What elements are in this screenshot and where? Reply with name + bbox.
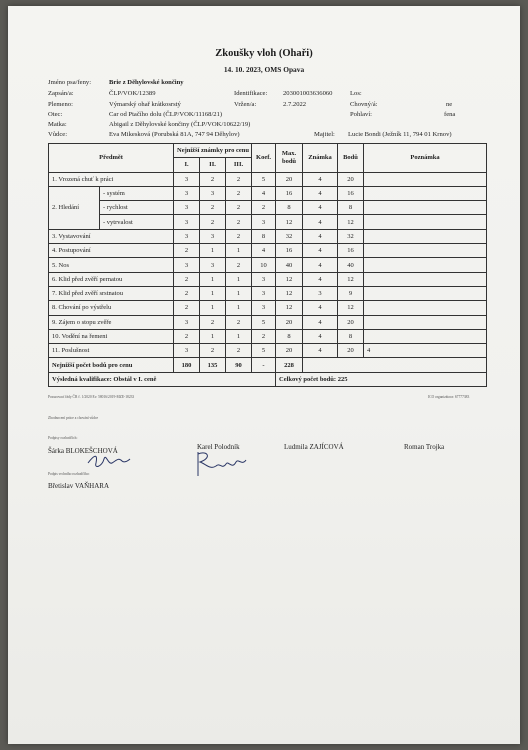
cell-g3: 2	[226, 201, 252, 215]
cell-grade: 4	[303, 272, 338, 286]
table-row	[49, 272, 487, 286]
cell-coef: 2	[252, 201, 276, 215]
row-subitem: - rychlost	[100, 201, 174, 215]
judge-1: Šárka BLOKEŠCHOVÁ	[48, 447, 118, 455]
cell-grade: 4	[303, 201, 338, 215]
owner-label: Majitel:	[314, 131, 335, 138]
cell-points: 12	[338, 301, 364, 315]
min-points-g1: 180	[174, 358, 200, 372]
dog-name: Brie z Děhylovské končiny	[109, 79, 184, 86]
born-value: 2.7.2022	[283, 101, 307, 108]
col-grade-1: I.	[174, 158, 200, 172]
cell-coef: 4	[252, 244, 276, 258]
cell-coef: 3	[252, 301, 276, 315]
evaluation-label: Zhodnocení práce a chování vůdce	[48, 416, 99, 420]
table-row	[49, 186, 487, 200]
father-label: Otec:	[48, 111, 63, 118]
cell-g3: 1	[226, 272, 252, 286]
cell-grade: 4	[303, 315, 338, 329]
chief-judge: Břetislav VAŇHARA	[48, 482, 109, 490]
cell-g1: 2	[174, 286, 200, 300]
cell-g2: 1	[200, 301, 226, 315]
cell-max: 32	[276, 229, 303, 243]
cell-max: 12	[276, 301, 303, 315]
cell-max: 16	[276, 244, 303, 258]
cell-g3: 2	[226, 315, 252, 329]
cell-g3: 2	[226, 229, 252, 243]
table-row	[49, 315, 487, 329]
cell-note	[364, 244, 487, 258]
father-value: Car od Ptačího dolu (ČLP/VOK/11168/21)	[109, 111, 223, 118]
cell-g1: 3	[174, 344, 200, 358]
cell-note	[364, 258, 487, 272]
cell-g3: 2	[226, 344, 252, 358]
registration-value: ČLP/VOK/12389	[109, 90, 156, 97]
cell-g3: 2	[226, 215, 252, 229]
cell-points: 8	[338, 201, 364, 215]
cell-max: 20	[276, 344, 303, 358]
row-subject: 3. Vystavování	[49, 229, 174, 243]
cell-grade: 4	[303, 344, 338, 358]
cell-points: 32	[338, 229, 364, 243]
row-subject: 10. Vodění na řemeni	[49, 329, 174, 343]
min-points-g2: 135	[200, 358, 226, 372]
cell-g3: 2	[226, 258, 252, 272]
handler-label: Vůdce:	[48, 131, 68, 138]
date-place: 14. 10. 2023, OMS Opava	[223, 65, 305, 74]
cell-g2: 3	[200, 229, 226, 243]
col-grade: Známka	[303, 144, 338, 173]
table-row	[49, 215, 487, 229]
cell-points: 16	[338, 244, 364, 258]
min-points-empty	[303, 358, 487, 372]
cell-max: 8	[276, 329, 303, 343]
mother-value: Abigail z Děhylovské končiny (ČLP/VOK/10622/19)	[109, 121, 251, 128]
cell-points: 20	[338, 172, 364, 186]
cell-g3: 1	[226, 286, 252, 300]
identification-value: 203001003636060	[283, 90, 333, 97]
cell-grade: 4	[303, 215, 338, 229]
footer-regulation: Posuzovací řády ČR č. 1/2020 Ev. 58016/2019-MZE-18233	[48, 395, 135, 399]
cell-g2: 3	[200, 186, 226, 200]
breeding-label: Chovný/á:	[350, 101, 378, 108]
cell-max: 40	[276, 258, 303, 272]
col-note: Poznámka	[364, 144, 487, 173]
cell-coef: 5	[252, 172, 276, 186]
row-subject: 11. Poslušnost	[49, 344, 174, 358]
cell-g2: 2	[200, 315, 226, 329]
registration-label: Zapsán/a:	[48, 90, 74, 97]
cell-g3: 2	[226, 172, 252, 186]
cell-grade: 4	[303, 229, 338, 243]
row-subitem: - systém	[100, 186, 174, 200]
cell-note	[364, 201, 487, 215]
cell-note	[364, 315, 487, 329]
cell-g1: 3	[174, 201, 200, 215]
cell-g2: 1	[200, 244, 226, 258]
cell-g3: 1	[226, 329, 252, 343]
cell-note	[364, 186, 487, 200]
row-subitem: - vytrvalost	[100, 215, 174, 229]
col-grade-3: III.	[226, 158, 252, 172]
cell-points: 20	[338, 344, 364, 358]
cell-note	[364, 229, 487, 243]
row-subject: 5. Nos	[49, 258, 174, 272]
cell-grade: 4	[303, 329, 338, 343]
cell-note	[364, 272, 487, 286]
cell-grade: 3	[303, 286, 338, 300]
cell-g1: 2	[174, 244, 200, 258]
col-min-grades: Nejnižší známky pro cenu	[174, 144, 252, 158]
cell-g2: 3	[200, 258, 226, 272]
cell-grade: 4	[303, 172, 338, 186]
cell-coef: 3	[252, 272, 276, 286]
chief-judge-label: Podpis vrchního rozhodčího:	[48, 472, 90, 476]
cell-g2: 1	[200, 286, 226, 300]
cell-points: 12	[338, 215, 364, 229]
cell-coef: 2	[252, 329, 276, 343]
table-row	[49, 329, 487, 343]
table-row	[49, 258, 487, 272]
cell-g3: 1	[226, 244, 252, 258]
cell-g1: 3	[174, 229, 200, 243]
cell-g2: 2	[200, 201, 226, 215]
cell-g2: 1	[200, 272, 226, 286]
cell-note	[364, 301, 487, 315]
row-subject: 6. Klid před zvěří pernatou	[49, 272, 174, 286]
cell-points: 16	[338, 186, 364, 200]
col-subject: Předmět	[49, 144, 174, 173]
col-coef: Koef.	[252, 144, 276, 173]
result-label: Výsledná kvalifikace: Obstál v I. ceně	[49, 372, 276, 386]
breed-label: Plemeno:	[48, 101, 73, 108]
cell-g2: 1	[200, 329, 226, 343]
cell-g2: 2	[200, 172, 226, 186]
cell-points: 40	[338, 258, 364, 272]
cell-g2: 2	[200, 344, 226, 358]
min-points-coef: -	[252, 358, 276, 372]
signature-judge-1	[84, 449, 134, 473]
row-subject: 9. Zájem o stopu zvěře	[49, 315, 174, 329]
judge-4: Roman Trojka	[404, 443, 445, 451]
cell-max: 8	[276, 201, 303, 215]
row-subject: 8. Chování po výstřelu	[49, 301, 174, 315]
cell-g1: 3	[174, 172, 200, 186]
cell-coef: 5	[252, 344, 276, 358]
row-subject: 7. Klid před zvěří srstnatou	[49, 286, 174, 300]
min-points-row	[49, 358, 487, 372]
document-page	[8, 6, 520, 744]
cell-g1: 2	[174, 301, 200, 315]
footer-ico: ICO organizátora: 67777383	[428, 395, 470, 399]
cell-g1: 2	[174, 272, 200, 286]
judge-3: Ludmila ZAJÍCOVÁ	[284, 443, 344, 451]
sex-value: fena	[444, 111, 456, 118]
cell-points: 12	[338, 272, 364, 286]
breeding-value: ne	[446, 101, 453, 108]
cell-coef: 4	[252, 186, 276, 200]
cell-coef: 3	[252, 215, 276, 229]
cell-note	[364, 172, 487, 186]
min-points-g3: 90	[226, 358, 252, 372]
cell-g3: 2	[226, 186, 252, 200]
table-row	[49, 344, 487, 358]
cell-grade: 4	[303, 258, 338, 272]
row-subject: 1. Vrozená chuť k práci	[49, 172, 174, 186]
cell-coef: 3	[252, 286, 276, 300]
cell-g1: 3	[174, 315, 200, 329]
cell-grade: 4	[303, 186, 338, 200]
cell-points: 8	[338, 329, 364, 343]
mother-label: Matka:	[48, 121, 67, 128]
sex-label: Pohlaví:	[350, 111, 372, 118]
cell-note: 4	[364, 344, 487, 358]
identification-label: Identifikace:	[234, 90, 268, 97]
cell-max: 12	[276, 215, 303, 229]
dog-name-label: Jméno psa/feny:	[48, 79, 92, 86]
row-subject: 2. Hledání	[49, 186, 100, 229]
col-points: Bodů	[338, 144, 364, 173]
total-points: Celkový počet bodů: 225	[276, 372, 487, 386]
cell-coef: 8	[252, 229, 276, 243]
los-label: Los:	[350, 90, 362, 97]
cell-points: 20	[338, 315, 364, 329]
cell-grade: 4	[303, 244, 338, 258]
cell-note	[364, 215, 487, 229]
breed-value: Výmarský ohař krátkosrstý	[109, 101, 181, 108]
cell-coef: 10	[252, 258, 276, 272]
table-header-row	[49, 144, 487, 158]
cell-max: 12	[276, 286, 303, 300]
result-row	[49, 372, 487, 386]
cell-g3: 1	[226, 301, 252, 315]
table-row	[49, 172, 487, 186]
table-row	[49, 229, 487, 243]
cell-coef: 5	[252, 315, 276, 329]
cell-max: 16	[276, 186, 303, 200]
cell-note	[364, 286, 487, 300]
col-grade-2: II.	[200, 158, 226, 172]
cell-max: 12	[276, 272, 303, 286]
born-label: Vržen/a:	[234, 101, 257, 108]
cell-g1: 2	[174, 329, 200, 343]
grades-table	[48, 143, 487, 387]
table-row	[49, 201, 487, 215]
document-title: Zkoušky vloh (Ohaři)	[215, 48, 313, 59]
table-row	[49, 286, 487, 300]
cell-max: 20	[276, 172, 303, 186]
cell-g1: 3	[174, 215, 200, 229]
cell-max: 20	[276, 315, 303, 329]
judge-2: Karel Polodník	[197, 443, 240, 451]
cell-g1: 3	[174, 186, 200, 200]
signature-judge-2	[192, 448, 252, 480]
owner-value: Lucie Bondi (Ježník 11, 794 01 Krnov)	[348, 131, 452, 138]
cell-points: 9	[338, 286, 364, 300]
cell-grade: 4	[303, 301, 338, 315]
min-points-label: Nejnižší počet bodů pro cenu	[49, 358, 174, 372]
table-row	[49, 244, 487, 258]
signatures-label: Podpisy rozhodčích:	[48, 436, 78, 440]
cell-g2: 2	[200, 215, 226, 229]
col-max: Max. bodů	[276, 144, 303, 173]
table-row	[49, 301, 487, 315]
cell-g1: 3	[174, 258, 200, 272]
row-subject: 4. Postupování	[49, 244, 174, 258]
min-points-max: 228	[276, 358, 303, 372]
handler-value: Eva Mikesková (Porubská 81A, 747 94 Děhylov)	[109, 131, 240, 138]
cell-note	[364, 329, 487, 343]
